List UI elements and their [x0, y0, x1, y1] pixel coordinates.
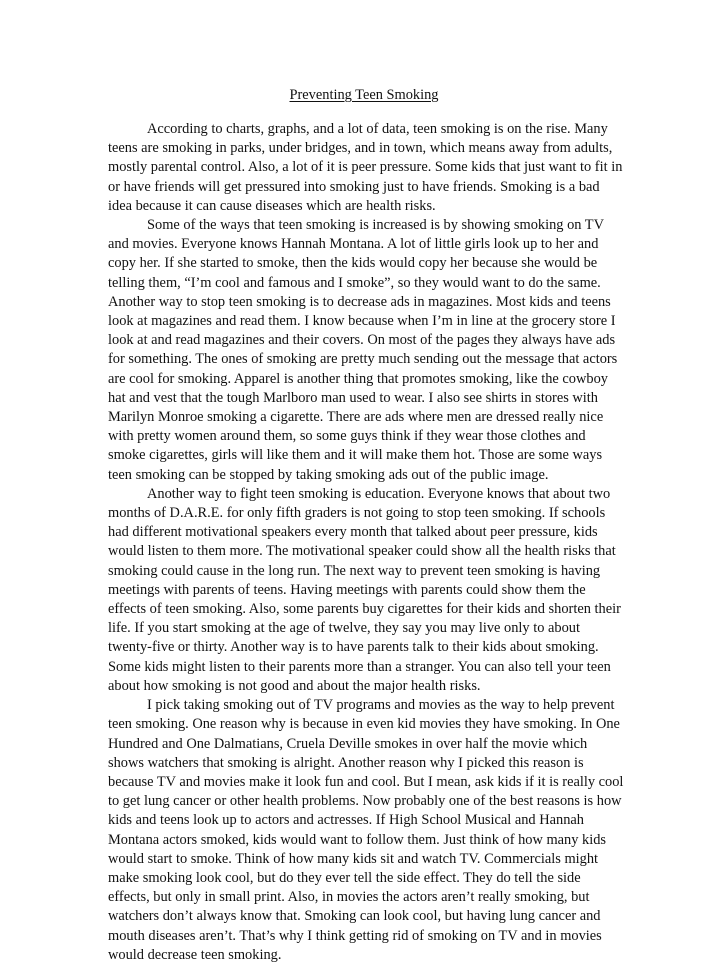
text-line: teens are smoking in parks, under bridges, and in town, which means away from adults,	[108, 140, 613, 157]
text-line: telling them, “I’m cool and famous and I smoke”, so they would want to do the same.	[108, 274, 601, 291]
paragraph	[108, 216, 626, 485]
text-line: I pick taking smoking out of TV programs and movies as the way to help prevent	[147, 697, 615, 714]
text-line: twenty-five or thirty. Another way is to have parents talk to their kids about smoking.	[108, 639, 599, 656]
text-line: smoke cigarettes, girls will like them and it will make them hot. Those are some ways	[108, 447, 603, 464]
text-line: kids and teens look up to actors and actresses. If High School Musical and Hannah	[108, 812, 584, 829]
paragraph	[108, 696, 626, 965]
text-line: idea because it can cause diseases which are health risks.	[108, 197, 436, 214]
text-line: or have friends will get pressured into smoking just to have friends. Smoking is a bad	[108, 178, 600, 195]
text-line: copy her. If she started to smoke, then the kids would copy her because she would be	[108, 255, 598, 272]
text-line: because TV and movies make it look fun and cool. But I mean, ask kids if it is really cool	[108, 773, 624, 790]
text-line: mostly parental control. Also, a lot of it is peer pressure. Some kids that just want to fit in	[108, 159, 623, 176]
text-line: According to charts, graphs, and a lot of data, teen smoking is on the rise. Many	[147, 121, 608, 137]
text-line: Marilyn Monroe smoking a cigarette. There are ads where men are dressed really nice	[108, 409, 604, 426]
text-line: meetings with parents of teens. Having meetings with parents could show them the	[108, 581, 586, 598]
text-line: and movies. Everyone knows Hannah Montana. A lot of little girls look up to her and	[108, 236, 599, 253]
text-line: effects of teen smoking. Also, some parents buy cigarettes for their kids and shorten their	[108, 601, 621, 618]
document-title: Preventing Teen Smoking	[289, 87, 439, 103]
text-line: teen smoking can be stopped by taking smoking ads out of the public image.	[108, 466, 549, 483]
text-line: would decrease teen smoking.	[108, 946, 282, 963]
text-line: Some of the ways that teen smoking is increased is by showing smoking on TV	[147, 217, 604, 234]
text-line: make smoking look cool, but do they ever tell the side effect. They do tell the side	[108, 869, 581, 886]
text-line: to get lung cancer or other health problems. Now probably one of the best reasons is how	[108, 793, 622, 810]
text-line: mouth diseases aren’t. That’s why I think getting rid of smoking on TV and in movies	[108, 927, 602, 944]
text-line: hat and vest that the tough Marlboro man used to wear. I also see shirts in stores with	[108, 389, 598, 406]
text-line: with pretty women around them, so some guys think if they wear those clothes and	[108, 428, 586, 445]
text-line: would listen to them more. The motivational speaker could show all the health risks that	[108, 543, 616, 560]
text-line: would start to smoke. Think of how many kids sit and watch TV. Commercials might	[108, 850, 599, 867]
text-line: teen smoking. One reason why is because in even kid movies they have smoking. In One	[108, 716, 620, 733]
text-line: look at magazines and read them. I know because when I’m in line at the grocery store I	[108, 313, 616, 330]
text-line: effects, but only in small print. Also, in movies the actors aren’t really smoking, but	[108, 889, 590, 906]
text-line: Another way to fight teen smoking is education. Everyone knows that about two	[147, 485, 611, 502]
text-line: look at and read magazines and their covers. On most of the pages they always have ads	[108, 332, 616, 349]
document-body	[108, 120, 626, 965]
text-line: had different motivational speakers every month that talked about peer pressure, kids	[108, 524, 598, 541]
text-line: Some kids might listen to their parents more than a stranger. You can also tell your teen	[108, 658, 611, 675]
paragraph	[108, 120, 626, 216]
text-line: Montana actors smoked, kids would want to follow them. Just think of how many kids	[108, 831, 607, 848]
text-line: months of D.A.R.E. for only fifth graders is not going to stop teen smoking. If schools	[108, 505, 606, 522]
text-line: for something. The ones of smoking are pretty much sending out the message that actors	[108, 351, 618, 368]
text-line: about how smoking is not good and about the major health risks.	[108, 677, 481, 694]
paragraph	[108, 485, 626, 696]
text-line: watchers don’t always know that. Smoking can look cool, but having lung cancer and	[108, 908, 601, 925]
text-line: are cool for smoking. Apparel is another thing that promotes smoking, like the cowboy	[108, 370, 608, 387]
text-line: Another way to stop teen smoking is to decrease ads in magazines. Most kids and teens	[108, 293, 611, 310]
text-line: Hundred and One Dalmatians, Cruela Deville smokes in over half the movie which	[108, 735, 588, 752]
text-line: smoking could cause in the long run. The next way to prevent teen smoking is having	[108, 562, 601, 579]
text-line: life. If you start smoking at the age of twelve, they say you may live only to about	[108, 620, 580, 637]
text-line: shows watchers that smoking is alright. Another reason why I picked this reason is	[108, 754, 584, 771]
